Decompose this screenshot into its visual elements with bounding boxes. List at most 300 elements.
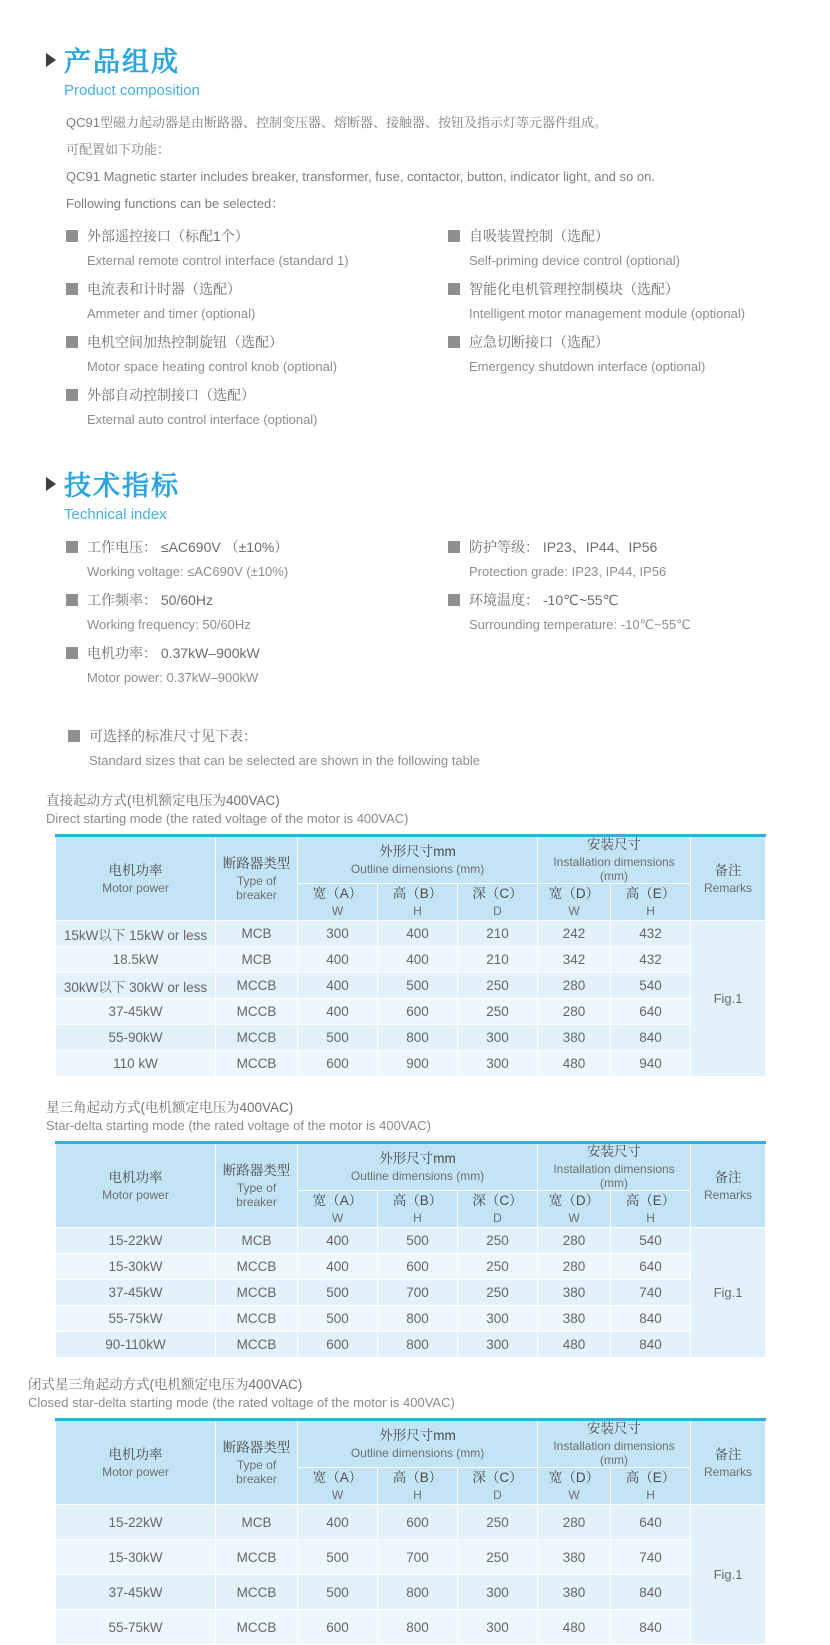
col-header-height-e: [611, 884, 691, 921]
cell-power: 55-90kW: [56, 1025, 216, 1051]
table-body: [56, 1505, 766, 1645]
feature-item: [448, 226, 830, 268]
col-header-motor-power: [56, 836, 216, 921]
spec-item: [448, 537, 830, 579]
cell-b: 600: [378, 1254, 458, 1280]
header-label-en: Type of breaker: [236, 1180, 277, 1209]
table-section-closed-star-delta: [0, 1376, 830, 1645]
col-header-height-b: [378, 1191, 458, 1228]
table-caption-zh: 闭式星三角起动方式(电机额定电压为400VAC): [28, 1377, 303, 1392]
cell-c: 300: [458, 1025, 538, 1051]
cell-power: 55-75kW: [56, 1610, 216, 1645]
remark-cell: Fig.1: [691, 1228, 766, 1358]
cell-d: 242: [538, 921, 611, 947]
square-bullet-icon: [448, 541, 460, 553]
square-bullet-icon: [66, 283, 78, 295]
header-label-zh: 电机功率: [108, 862, 163, 878]
cell-d: 280: [538, 1228, 611, 1254]
feature-label-en: Emergency shutdown interface (optional): [469, 359, 706, 374]
group-header-outline-dimensions: [298, 1143, 538, 1191]
spec-label-en: Working frequency: 50/60Hz: [87, 617, 251, 632]
cell-e: 640: [611, 1254, 691, 1280]
cell-d: 380: [538, 1575, 611, 1610]
table-caption: [28, 1376, 830, 1412]
spec-label-en: Working voltage: ≤AC690V (±10%): [87, 564, 289, 579]
cell-a: 400: [298, 1254, 378, 1280]
header-label-zh: 高（E）: [625, 1470, 676, 1485]
table-caption: [46, 1099, 830, 1135]
col-header-remarks: [691, 1143, 766, 1228]
spec-label-zh: 电机功率： 0.37kW–900kW: [87, 645, 260, 661]
header-label-en: Remarks: [704, 1187, 753, 1202]
header-label-en: W: [568, 904, 580, 918]
col-header-width-a: [298, 884, 378, 921]
table-row: [56, 973, 766, 999]
table-row: [56, 1228, 766, 1254]
header-label-en: H: [646, 1211, 655, 1225]
cell-power: 18.5kW: [56, 947, 216, 973]
feature-item: [448, 279, 830, 321]
cell-breaker: MCCB: [216, 1051, 298, 1077]
feature-label-zh: 外部遥控接口（标配1个）: [87, 228, 249, 244]
feature-label-en: External remote control interface (standard 1): [87, 253, 349, 268]
cell-e: 540: [611, 973, 691, 999]
cell-c: 210: [458, 947, 538, 973]
header-label-en: Installation dimensions (mm): [553, 1162, 675, 1190]
dimensions-table: [55, 1418, 766, 1645]
table-row: [56, 1575, 766, 1610]
cell-c: 300: [458, 1610, 538, 1645]
section-title-row: [46, 464, 830, 503]
cell-b: 500: [378, 973, 458, 999]
cell-power: 30kW以下 30kW or less: [56, 973, 216, 999]
feature-item: [66, 279, 448, 321]
section-title-zh: 技术指标: [64, 471, 180, 501]
cell-e: 840: [611, 1610, 691, 1645]
cell-d: 380: [538, 1025, 611, 1051]
cell-d: 380: [538, 1540, 611, 1575]
cell-breaker: MCCB: [216, 1332, 298, 1358]
cell-a: 500: [298, 1575, 378, 1610]
cell-b: 800: [378, 1025, 458, 1051]
cell-d: 342: [538, 947, 611, 973]
cell-a: 400: [298, 1505, 378, 1540]
cell-power: 15-30kW: [56, 1254, 216, 1280]
header-label-zh: 安装尺寸: [587, 1144, 642, 1159]
header-label-zh: 安装尺寸: [587, 837, 642, 852]
cell-breaker: MCB: [216, 1505, 298, 1540]
table-row: [56, 1025, 766, 1051]
col-header-width-d: [538, 884, 611, 921]
table-section-direct-starting: [0, 792, 830, 1077]
spec-item: [448, 590, 830, 632]
feature-label-en: Self-priming device control (optional): [469, 253, 680, 268]
group-header-outline-dimensions: [298, 1420, 538, 1468]
spec-label-zh: 环境温度： -10℃~55℃: [469, 592, 619, 608]
cell-b: 600: [378, 1505, 458, 1540]
spec-list: [66, 537, 830, 696]
cell-b: 900: [378, 1051, 458, 1077]
group-header-outline-dimensions: [298, 836, 538, 884]
cell-a: 400: [298, 999, 378, 1025]
section-title-row: [46, 40, 830, 79]
cell-breaker: MCCB: [216, 1306, 298, 1332]
remark-cell: Fig.1: [691, 921, 766, 1077]
col-header-height-b: [378, 1468, 458, 1505]
feature-item: [448, 332, 830, 374]
header-label-en: Installation dimensions (mm): [553, 855, 675, 883]
header-label-en: Remarks: [704, 880, 753, 895]
header-label-en: Outline dimensions (mm): [350, 862, 485, 876]
header-label-en: Outline dimensions (mm): [350, 1446, 485, 1460]
col-header-breaker-type: [216, 1420, 298, 1505]
cell-a: 500: [298, 1306, 378, 1332]
paragraph: 可配置如下功能：: [66, 142, 171, 157]
cell-breaker: MCCB: [216, 999, 298, 1025]
cell-a: 400: [298, 947, 378, 973]
cell-power: 110 kW: [56, 1051, 216, 1077]
cell-power: 90-110kW: [56, 1332, 216, 1358]
col-header-breaker-type: [216, 1143, 298, 1228]
cell-c: 250: [458, 999, 538, 1025]
note-label-zh: 可选择的标准尺寸见下表：: [89, 728, 257, 744]
cell-b: 800: [378, 1332, 458, 1358]
cell-d: 480: [538, 1332, 611, 1358]
note-label-en: Standard sizes that can be selected are shown in the following table: [89, 753, 480, 768]
table-caption-zh: 星三角起动方式(电机额定电压为400VAC): [46, 1100, 294, 1115]
header-label-en: W: [568, 1211, 580, 1225]
cell-c: 250: [458, 1540, 538, 1575]
group-header-installation-dimensions: [538, 836, 691, 884]
cell-c: 300: [458, 1306, 538, 1332]
table-row: [56, 1332, 766, 1358]
header-label-en: D: [493, 1211, 502, 1225]
cell-a: 600: [298, 1610, 378, 1645]
spec-label-zh: 防护等级： IP23、IP44、IP56: [469, 539, 658, 555]
cell-c: 300: [458, 1575, 538, 1610]
cell-breaker: MCCB: [216, 1540, 298, 1575]
spec-item: [66, 643, 448, 685]
table-row: [56, 1306, 766, 1332]
spec-column-right: [448, 537, 830, 696]
square-bullet-icon: [66, 230, 78, 242]
square-bullet-icon: [66, 389, 78, 401]
cell-power: 37-45kW: [56, 999, 216, 1025]
cell-a: 600: [298, 1332, 378, 1358]
col-header-height-e: [611, 1468, 691, 1505]
cell-e: 840: [611, 1306, 691, 1332]
col-header-remarks: [691, 1420, 766, 1505]
cell-breaker: MCCB: [216, 1025, 298, 1051]
cell-c: 250: [458, 1280, 538, 1306]
cell-a: 600: [298, 1051, 378, 1077]
cell-b: 800: [378, 1610, 458, 1645]
cell-e: 640: [611, 999, 691, 1025]
remark-cell: Fig.1: [691, 1505, 766, 1645]
header-label-zh: 宽（D）: [548, 1193, 600, 1208]
table-row: [56, 921, 766, 947]
section-product-composition: [0, 40, 830, 438]
cell-e: 740: [611, 1540, 691, 1575]
cell-c: 250: [458, 1254, 538, 1280]
header-label-zh: 高（B）: [392, 1470, 443, 1485]
header-label-zh: 宽（D）: [548, 886, 600, 901]
square-bullet-icon: [66, 594, 78, 606]
cell-e: 540: [611, 1228, 691, 1254]
cell-c: 250: [458, 973, 538, 999]
col-header-height-e: [611, 1191, 691, 1228]
header-label-zh: 深（C）: [472, 1470, 523, 1485]
col-header-remarks: [691, 836, 766, 921]
cell-e: 740: [611, 1280, 691, 1306]
page: [0, 40, 830, 1645]
table-caption-zh: 直接起动方式(电机额定电压为400VAC): [46, 793, 280, 808]
feature-column-left: [66, 226, 448, 438]
table-row: [56, 1280, 766, 1306]
table-caption: [46, 792, 830, 828]
header-label-zh: 断路器类型: [222, 855, 291, 871]
header-label-en: D: [493, 1488, 502, 1502]
cell-d: 280: [538, 999, 611, 1025]
cell-e: 940: [611, 1051, 691, 1077]
section-title-zh: 产品组成: [64, 47, 180, 77]
feature-label-zh: 外部自动控制接口（选配）: [87, 387, 255, 403]
header-label-en: Remarks: [704, 1464, 753, 1479]
table-row: [56, 1540, 766, 1575]
group-header-installation-dimensions: [538, 1143, 691, 1191]
cell-breaker: MCCB: [216, 1610, 298, 1645]
square-bullet-icon: [66, 336, 78, 348]
cell-a: 400: [298, 1228, 378, 1254]
cell-d: 280: [538, 1254, 611, 1280]
table-body: [56, 921, 766, 1077]
spec-label-zh: 工作电压： ≤AC690V （±10%）: [87, 539, 289, 555]
cell-d: 280: [538, 1505, 611, 1540]
feature-label-zh: 电流表和计时器（选配）: [87, 281, 241, 297]
square-bullet-icon: [448, 283, 460, 295]
cell-breaker: MCB: [216, 947, 298, 973]
header-label-zh: 备注: [714, 1169, 742, 1185]
square-bullet-icon: [66, 541, 78, 553]
col-header-width-d: [538, 1191, 611, 1228]
header-label-zh: 外形尺寸mm: [379, 1151, 456, 1166]
table-row: [56, 1505, 766, 1540]
header-label-en: Motor power: [102, 1464, 169, 1479]
header-label-zh: 宽（D）: [548, 1470, 600, 1485]
feature-label-zh: 智能化电机管理控制模块（选配）: [469, 281, 679, 297]
feature-label-zh: 应急切断接口（选配）: [469, 334, 609, 350]
cell-a: 400: [298, 973, 378, 999]
cell-breaker: MCCB: [216, 973, 298, 999]
header-label-zh: 深（C）: [472, 886, 523, 901]
header-label-en: Outline dimensions (mm): [350, 1169, 485, 1183]
table-caption-en: Direct starting mode (the rated voltage of the motor is 400VAC): [46, 811, 409, 826]
table-row: [56, 1610, 766, 1645]
cell-e: 840: [611, 1575, 691, 1610]
feature-label-zh: 自吸装置控制（选配）: [469, 228, 609, 244]
header-label-en: D: [493, 904, 502, 918]
header-label-en: Type of breaker: [236, 873, 277, 902]
cell-e: 432: [611, 921, 691, 947]
header-label-en: H: [646, 1488, 655, 1502]
cell-b: 400: [378, 947, 458, 973]
table-body: [56, 1228, 766, 1358]
header-label-zh: 外形尺寸mm: [379, 844, 456, 859]
header-label-en: W: [331, 1211, 344, 1225]
dimensions-table: [55, 834, 766, 1077]
paragraph: Following functions can be selected：: [66, 196, 285, 211]
section-technical-index: [0, 464, 830, 696]
header-label-en: H: [646, 904, 655, 918]
header-label-zh: 备注: [714, 862, 742, 878]
section-title-en: Technical index: [64, 506, 167, 523]
header-label-en: Installation dimensions (mm): [553, 1439, 675, 1467]
header-label-en: Motor power: [102, 880, 169, 895]
square-bullet-icon: [448, 594, 460, 606]
col-header-width-a: [298, 1468, 378, 1505]
cell-b: 700: [378, 1280, 458, 1306]
col-header-height-b: [378, 884, 458, 921]
cell-c: 250: [458, 1228, 538, 1254]
cell-a: 500: [298, 1025, 378, 1051]
table-row: [56, 947, 766, 973]
header-label-zh: 电机功率: [108, 1169, 163, 1185]
header-label-en: H: [413, 1488, 422, 1502]
col-header-depth-c: [458, 1468, 538, 1505]
dimensions-table: [55, 1141, 766, 1358]
table-section-star-delta: [0, 1099, 830, 1358]
spec-label-en: Surrounding temperature: -10℃~55℃: [469, 617, 691, 632]
cell-d: 280: [538, 973, 611, 999]
header-label-zh: 安装尺寸: [587, 1421, 642, 1436]
standard-sizes-note: [68, 726, 830, 768]
cell-b: 800: [378, 1575, 458, 1610]
paragraph: QC91型磁力起动器是由断路器、控制变压器、熔断器、接触器、按钮及指示灯等元器件组成。: [66, 115, 607, 130]
feature-column-right: [448, 226, 830, 438]
feature-label-zh: 电机空间加热控制旋钮（选配）: [87, 334, 283, 350]
col-header-motor-power: [56, 1420, 216, 1505]
paragraph: QC91 Magnetic starter includes breaker, transformer, fuse, contactor, button, indicator light, and so on.: [66, 169, 655, 184]
intro-paragraphs: [66, 115, 830, 212]
header-label-zh: 高（B）: [392, 1193, 443, 1208]
square-bullet-icon: [448, 336, 460, 348]
table-row: [56, 999, 766, 1025]
header-label-en: W: [331, 1488, 344, 1502]
feature-label-en: Motor space heating control knob (optional): [87, 359, 338, 374]
header-label-zh: 宽（A）: [312, 886, 363, 901]
header-label-zh: 宽（A）: [312, 1470, 363, 1485]
cell-c: 210: [458, 921, 538, 947]
cell-power: 55-75kW: [56, 1306, 216, 1332]
col-header-breaker-type: [216, 836, 298, 921]
cell-a: 500: [298, 1280, 378, 1306]
cell-e: 840: [611, 1332, 691, 1358]
cell-e: 840: [611, 1025, 691, 1051]
table-caption-en: Star-delta starting mode (the rated voltage of the motor is 400VAC): [46, 1118, 431, 1133]
col-header-motor-power: [56, 1143, 216, 1228]
table-row: [56, 1254, 766, 1280]
header-label-zh: 高（E）: [625, 1193, 676, 1208]
square-bullet-icon: [66, 647, 78, 659]
feature-list: [66, 226, 830, 438]
col-header-width-a: [298, 1191, 378, 1228]
header-label-zh: 高（B）: [392, 886, 443, 901]
cell-breaker: MCB: [216, 1228, 298, 1254]
section-arrow-icon: [46, 477, 56, 491]
feature-item: [66, 385, 448, 427]
cell-breaker: MCB: [216, 921, 298, 947]
feature-label-en: Ammeter and timer (optional): [87, 306, 256, 321]
spec-label-en: Motor power: 0.37kW–900kW: [87, 670, 259, 685]
header-label-en: Type of breaker: [236, 1457, 277, 1486]
cell-breaker: MCCB: [216, 1254, 298, 1280]
cell-e: 640: [611, 1505, 691, 1540]
feature-label-en: Intelligent motor management module (optional): [469, 306, 746, 321]
cell-b: 800: [378, 1306, 458, 1332]
cell-breaker: MCCB: [216, 1280, 298, 1306]
cell-power: 15-22kW: [56, 1505, 216, 1540]
cell-c: 300: [458, 1332, 538, 1358]
spec-label-en: Protection grade: IP23, IP44, IP56: [469, 564, 667, 579]
col-header-depth-c: [458, 884, 538, 921]
header-label-en: W: [331, 904, 344, 918]
cell-c: 300: [458, 1051, 538, 1077]
header-label-en: W: [568, 1488, 580, 1502]
table-row: [56, 1051, 766, 1077]
header-label-zh: 电机功率: [108, 1446, 163, 1462]
cell-power: 15-30kW: [56, 1540, 216, 1575]
cell-power: 15-22kW: [56, 1228, 216, 1254]
cell-d: 380: [538, 1306, 611, 1332]
cell-c: 250: [458, 1505, 538, 1540]
col-header-depth-c: [458, 1191, 538, 1228]
spec-item: [66, 537, 448, 579]
header-label-zh: 深（C）: [472, 1193, 523, 1208]
spec-item: [66, 590, 448, 632]
header-label-zh: 外形尺寸mm: [379, 1428, 456, 1443]
group-header-installation-dimensions: [538, 1420, 691, 1468]
header-label-zh: 断路器类型: [222, 1162, 291, 1178]
table-caption-en: Closed star-delta starting mode (the rated voltage of the motor is 400VAC): [28, 1395, 455, 1410]
cell-power: 15kW以下 15kW or less: [56, 921, 216, 947]
header-label-zh: 宽（A）: [312, 1193, 363, 1208]
header-label-zh: 断路器类型: [222, 1439, 291, 1455]
cell-d: 480: [538, 1610, 611, 1645]
header-label-zh: 高（E）: [625, 886, 676, 901]
cell-a: 300: [298, 921, 378, 947]
cell-d: 480: [538, 1051, 611, 1077]
spec-column-left: [66, 537, 448, 696]
square-bullet-icon: [448, 230, 460, 242]
header-label-en: Motor power: [102, 1187, 169, 1202]
cell-b: 700: [378, 1540, 458, 1575]
cell-b: 500: [378, 1228, 458, 1254]
section-arrow-icon: [46, 53, 56, 67]
section-title-en: Product composition: [64, 82, 200, 99]
cell-b: 600: [378, 999, 458, 1025]
header-label-zh: 备注: [714, 1446, 742, 1462]
square-bullet-icon: [68, 730, 80, 742]
feature-item: [66, 332, 448, 374]
cell-power: 37-45kW: [56, 1575, 216, 1610]
feature-label-en: External auto control interface (optional): [87, 412, 318, 427]
cell-power: 37-45kW: [56, 1280, 216, 1306]
cell-b: 400: [378, 921, 458, 947]
header-label-en: H: [413, 904, 422, 918]
header-label-en: H: [413, 1211, 422, 1225]
cell-a: 500: [298, 1540, 378, 1575]
col-header-width-d: [538, 1468, 611, 1505]
